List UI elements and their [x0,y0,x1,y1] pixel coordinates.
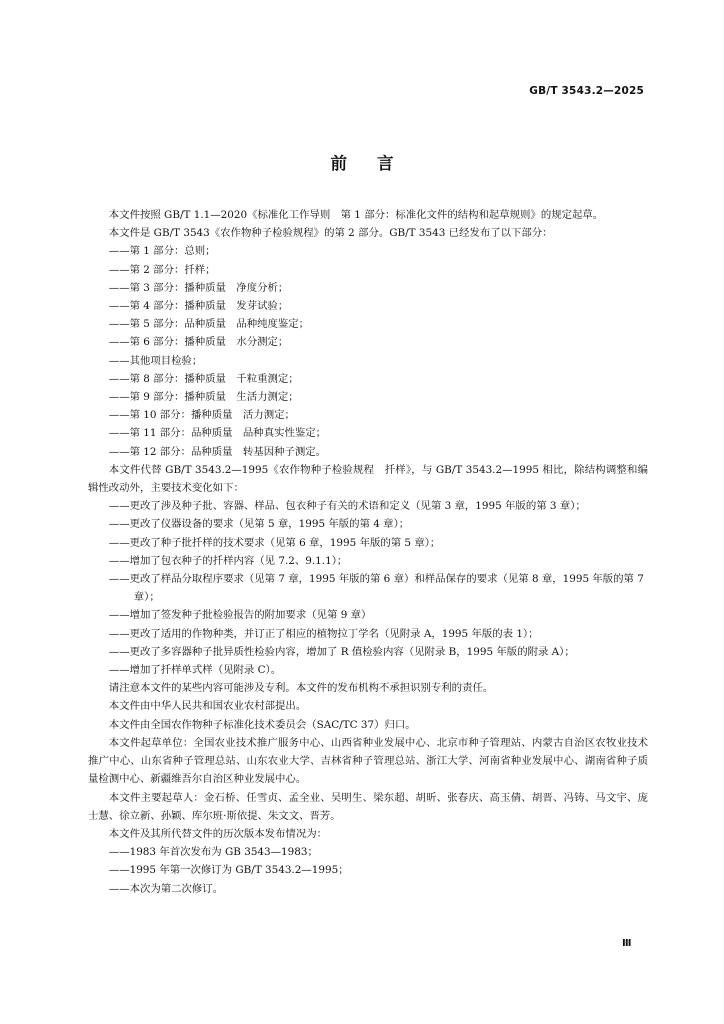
list-item: ——更改了仪器设备的要求（见第 5 章，1995 年版的第 4 章）； [108,518,410,531]
standard-number: GB/T 3543.2—2025 [529,85,644,97]
paragraph-technical-committee: 本文件由全国农作物种子标准化技术委员会（SAC/TC 37）归口。 [108,718,416,731]
paragraph-proposer: 本文件由中华人民共和国农业农村部提出。 [108,700,307,713]
list-item: ——增加了签发种子批检验报告的附加要求（见第 9 章） [108,609,372,622]
list-item: ——第 6 部分：播种质量 水分测定； [108,336,289,349]
list-item: ——更改了多容器种子批异质性检验内容，增加了 R 值检验内容（见附录 B，1995 年版的附录 A）； [108,645,575,658]
list-item: ——本次为第二次修订。 [108,882,224,895]
list-item: ——增加了扦样单式样（见附录 C）。 [108,664,282,677]
list-item: ——第 9 部分：播种质量 生活力测定； [108,391,299,404]
document-body [88,206,648,898]
list-item: ——第 3 部分：播种质量 净度分析； [108,281,289,294]
paragraph-drafting-rules: 本文件按照 GB/T 1.1—2020《标准化工作导则 第 1 部分：标准化文件的结构和起草规则》的规定起草。 [108,209,604,221]
paragraph-history: 本文件及其所代替文件的历次版本发布情况为： [108,827,327,840]
list-item: ——更改了涉及种子批、容器、样品、包衣种子有关的术语和定义（见第 3 章，1995 年版的第 3 章）； [108,500,586,513]
list-item: ——第 5 部分：品种质量 品种纯度鉴定； [108,318,310,331]
page-title: 前言 [330,154,424,173]
page-number: Ⅲ [622,938,632,949]
list-item: ——第 11 部分：品种质量 品种真实性鉴定； [108,427,327,440]
list-item: ——第 2 部分：扦样； [108,263,216,276]
list-item: ——更改了适用的作物种类，并订正了相应的植物拉丁学名（见附录 A，1995 年版的表 1）； [108,627,539,640]
list-item: ——第 8 部分：播种质量 千粒重测定； [108,372,299,385]
paragraph-series-intro: 本文件是 GB/T 3543《农作物种子检验规程》的第 2 部分。GB/T 3543 已经发布了以下部分： [108,227,553,240]
list-item: ——1995 年第一次修订为 GB/T 3543.2—1995； [108,864,349,877]
list-item: ——更改了样品分取程序要求（见第 7 章，1995 年版的第 6 章）和样品保存的要求（见第 8 章，1995 年版的第 7 章）； [108,573,644,604]
paragraph-drafting-units: 本文件起草单位：全国农业技术推广服务中心、山西省种业发展中心、北京市种子管理站、内蒙古自治区农牧业技术推广中心、山东省种子管理总站、山东农业大学、吉林省种子管理总站、浙江大学、河南省种业发展中心、湖南省种子质量检测中心、新疆维吾尔自治区种业发展中心。 [88,736,648,786]
list-item: ——更改了种子批扦样的技术要求（见第 6 章，1995 年版的第 5 章）； [108,536,441,549]
list-item: ——第 12 部分：品种质量 转基因种子测定。 [108,445,327,458]
list-item: ——第 4 部分：播种质量 发芽试验； [108,300,289,313]
parts-list [88,242,648,460]
list-item: ——1983 年首次发布为 GB 3543—1983； [108,846,318,859]
list-item: ——其他项目检验； [108,354,203,367]
changes-list [88,497,648,679]
list-item: ——增加了包衣种子的扦样内容（见 7.2、9.1.1）； [108,554,348,567]
paragraph-patent-notice: 请注意本文件的某些内容可能涉及专利。本文件的发布机构不承担识别专利的责任。 [108,682,494,695]
paragraph-drafters: 本文件主要起草人：金石桥、任雪贞、孟全业、吴明生、梁东超、胡昕、张春庆、高玉倩、胡晋、冯铸、马文宇、庞士慧、徐立新、孙颖、库尔班·斯依提、朱文文、晋芳。 [88,791,648,822]
paragraph-replacement: 本文件代替 GB/T 3543.2—1995《农作物种子检验规程 扦样》，与 GB/T 3543.2—1995 相比，除结构调整和编辑性改动外，主要技术变化如下： [88,463,648,495]
list-item: ——第 10 部分：播种质量 活力测定； [108,409,295,422]
list-item: ——第 1 部分：总则； [108,245,216,258]
history-list [88,843,648,898]
